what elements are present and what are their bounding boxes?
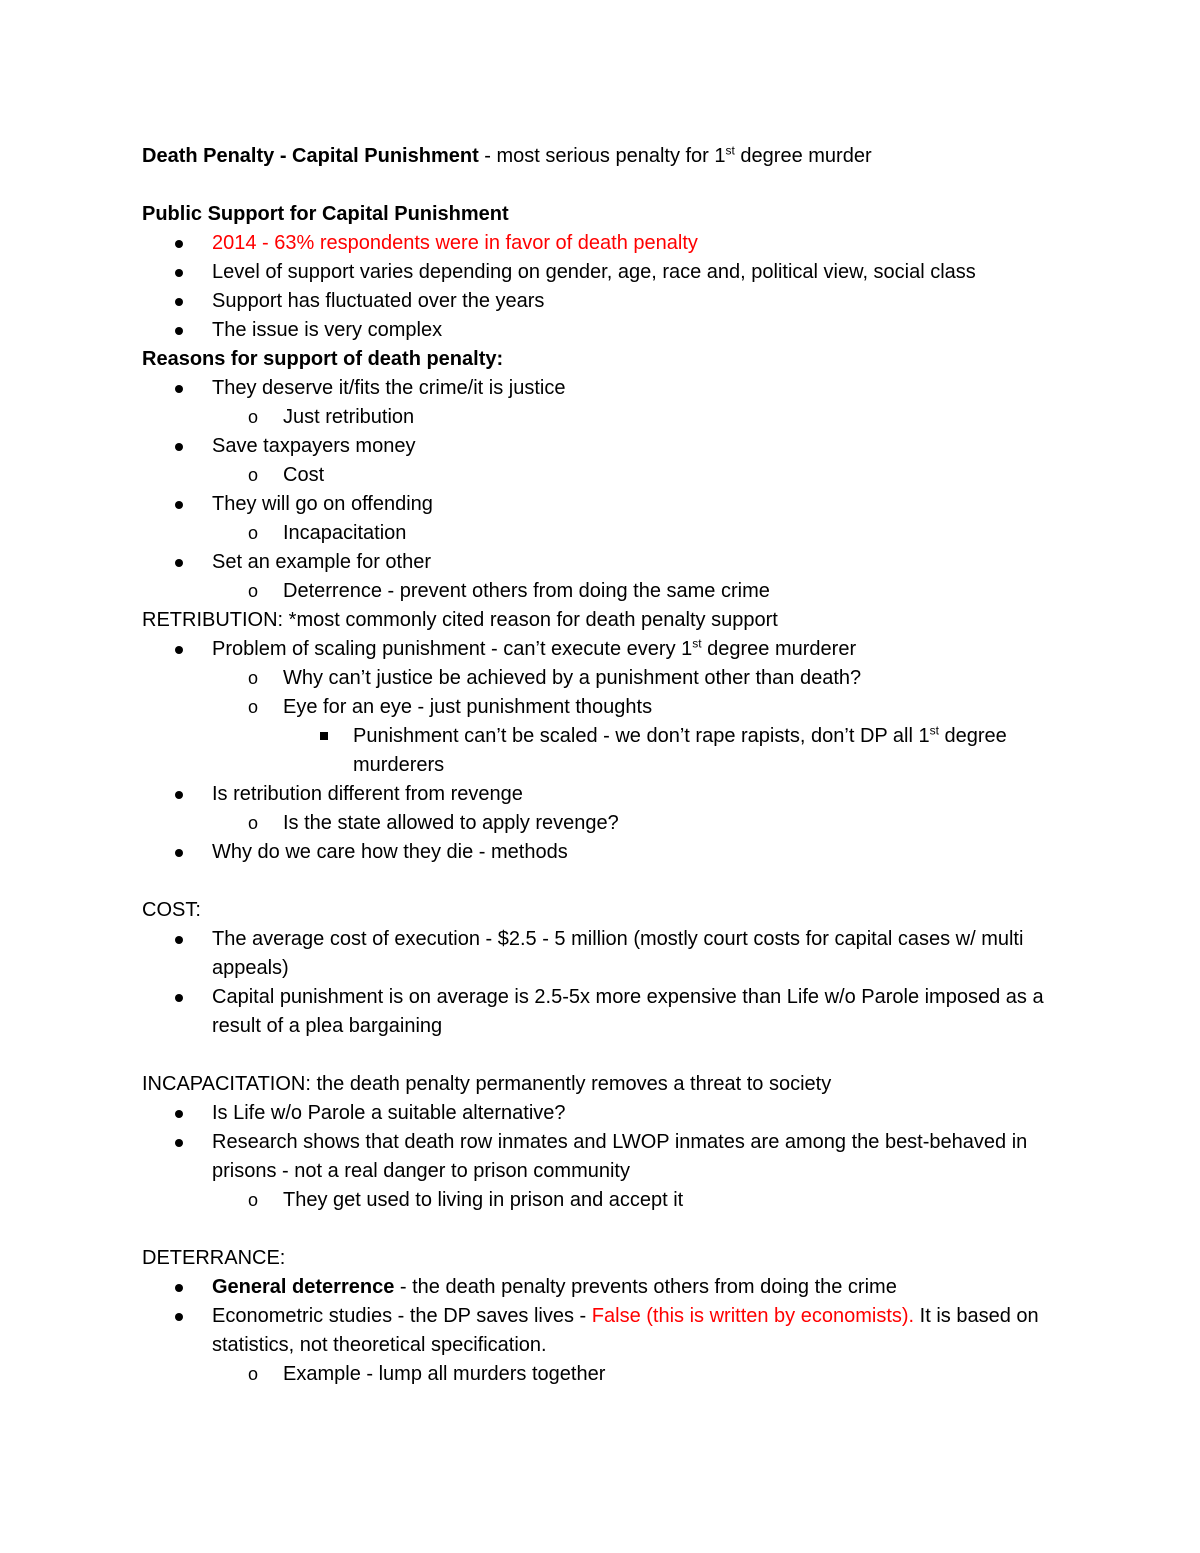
title-separator: -	[274, 145, 293, 167]
subsub-text-end: degree murderers	[353, 725, 1007, 776]
retribution-item-text-end: degree murderer	[701, 638, 857, 660]
spacer	[142, 1215, 1082, 1244]
deterrance-item-text: - the death penalty prevents others from doing the crime	[394, 1276, 897, 1298]
public-support-heading-text: Public Support for Capital Punishment	[142, 203, 509, 225]
retribution-item: Why do we care how they die - methods	[142, 838, 1082, 867]
deterrance-item-text-end: It is based on statistics, not theoretical specification.	[212, 1305, 1039, 1356]
deterrance-item-red-text: False (this is written by economists).	[591, 1305, 915, 1327]
reasons-item: Save taxpayers money	[142, 432, 1082, 461]
public-support-item: Support has fluctuated over the years	[142, 287, 1082, 316]
retribution-subsubitem	[142, 722, 1082, 780]
deterrance-item-bold: General deterrence	[212, 1276, 395, 1298]
incapacitation-item: Is Life w/o Parole a suitable alternative?	[142, 1099, 1082, 1128]
cost-item: Capital punishment is on average is 2.5-5x more expensive than Life w/o Parole imposed as a result of a plea bargaining	[142, 983, 1082, 1041]
spacer	[142, 867, 1082, 896]
reasons-item: They will go on offending	[142, 490, 1082, 519]
public-support-item: The issue is very complex	[142, 316, 1082, 345]
title-sup: st	[725, 143, 735, 158]
incapacitation-item: Research shows that death row inmates and LWOP inmates are among the best-behaved in prisons - not a real danger to prison community	[142, 1128, 1082, 1186]
reasons-subitem: o Cost	[142, 461, 1082, 490]
reasons-item: Set an example for other	[142, 548, 1082, 577]
deterrance-subitem: o Example - lump all murders together	[142, 1360, 1082, 1389]
retribution-subitem: o Eye for an eye - just punishment thoughts	[142, 693, 1082, 722]
spacer	[142, 171, 1082, 200]
deterrance-item	[142, 1302, 1082, 1360]
reasons-subitem: o Just retribution	[142, 403, 1082, 432]
title-bold-capital-punishment: Capital Punishment	[292, 145, 479, 167]
title-rest-2: degree murder	[734, 145, 872, 167]
retribution-subitem: o Why can’t justice be achieved by a punishment other than death?	[142, 664, 1082, 693]
retribution-item-text: Problem of scaling punishment - can’t execute every 1	[212, 638, 693, 660]
incapacitation-heading: INCAPACITATION: the death penalty permanently removes a threat to society	[142, 1073, 832, 1095]
retribution-item-sup: st	[692, 636, 702, 651]
cost-item: The average cost of execution - $2.5 - 5 million (mostly court costs for capital cases w/ multi appeals)	[142, 925, 1082, 983]
public-support-item: Level of support varies depending on gender, age, race and, political view, social class	[142, 258, 1082, 287]
reasons-subitem: o Deterrence - prevent others from doing the same crime	[142, 577, 1082, 606]
retribution-item	[142, 635, 1082, 664]
document-title	[142, 142, 1082, 171]
reasons-heading-text: Reasons for support of death penalty:	[142, 348, 504, 370]
reasons-heading	[142, 345, 1082, 374]
spacer	[142, 1041, 1082, 1070]
reasons-subitem: o Incapacitation	[142, 519, 1082, 548]
subsub-text: Punishment can’t be scaled - we don’t rape rapists, don’t DP all 1	[353, 725, 930, 747]
retribution-item: Is retribution different from revenge	[142, 780, 1082, 809]
title-bold-death-penalty: Death Penalty	[142, 145, 275, 167]
reasons-item: They deserve it/fits the crime/it is justice	[142, 374, 1082, 403]
incapacitation-subitem: o They get used to living in prison and accept it	[142, 1186, 1082, 1215]
deterrance-item-text: Econometric studies - the DP saves lives -	[212, 1305, 592, 1327]
deterrance-item	[142, 1273, 1082, 1302]
public-support-item: 2014 - 63% respondents were in favor of death penalty	[142, 229, 1082, 258]
public-support-heading	[142, 200, 1082, 229]
subsub-sup: st	[929, 723, 939, 738]
retribution-subitem: o Is the state allowed to apply revenge?	[142, 809, 1082, 838]
retribution-heading: RETRIBUTION: *most commonly cited reason for death penalty support	[142, 609, 778, 631]
title-rest: - most serious penalty for 1	[478, 145, 726, 167]
cost-heading: COST:	[142, 899, 201, 921]
document-page	[142, 142, 1082, 1389]
deterrance-heading: DETERRANCE:	[142, 1247, 286, 1269]
